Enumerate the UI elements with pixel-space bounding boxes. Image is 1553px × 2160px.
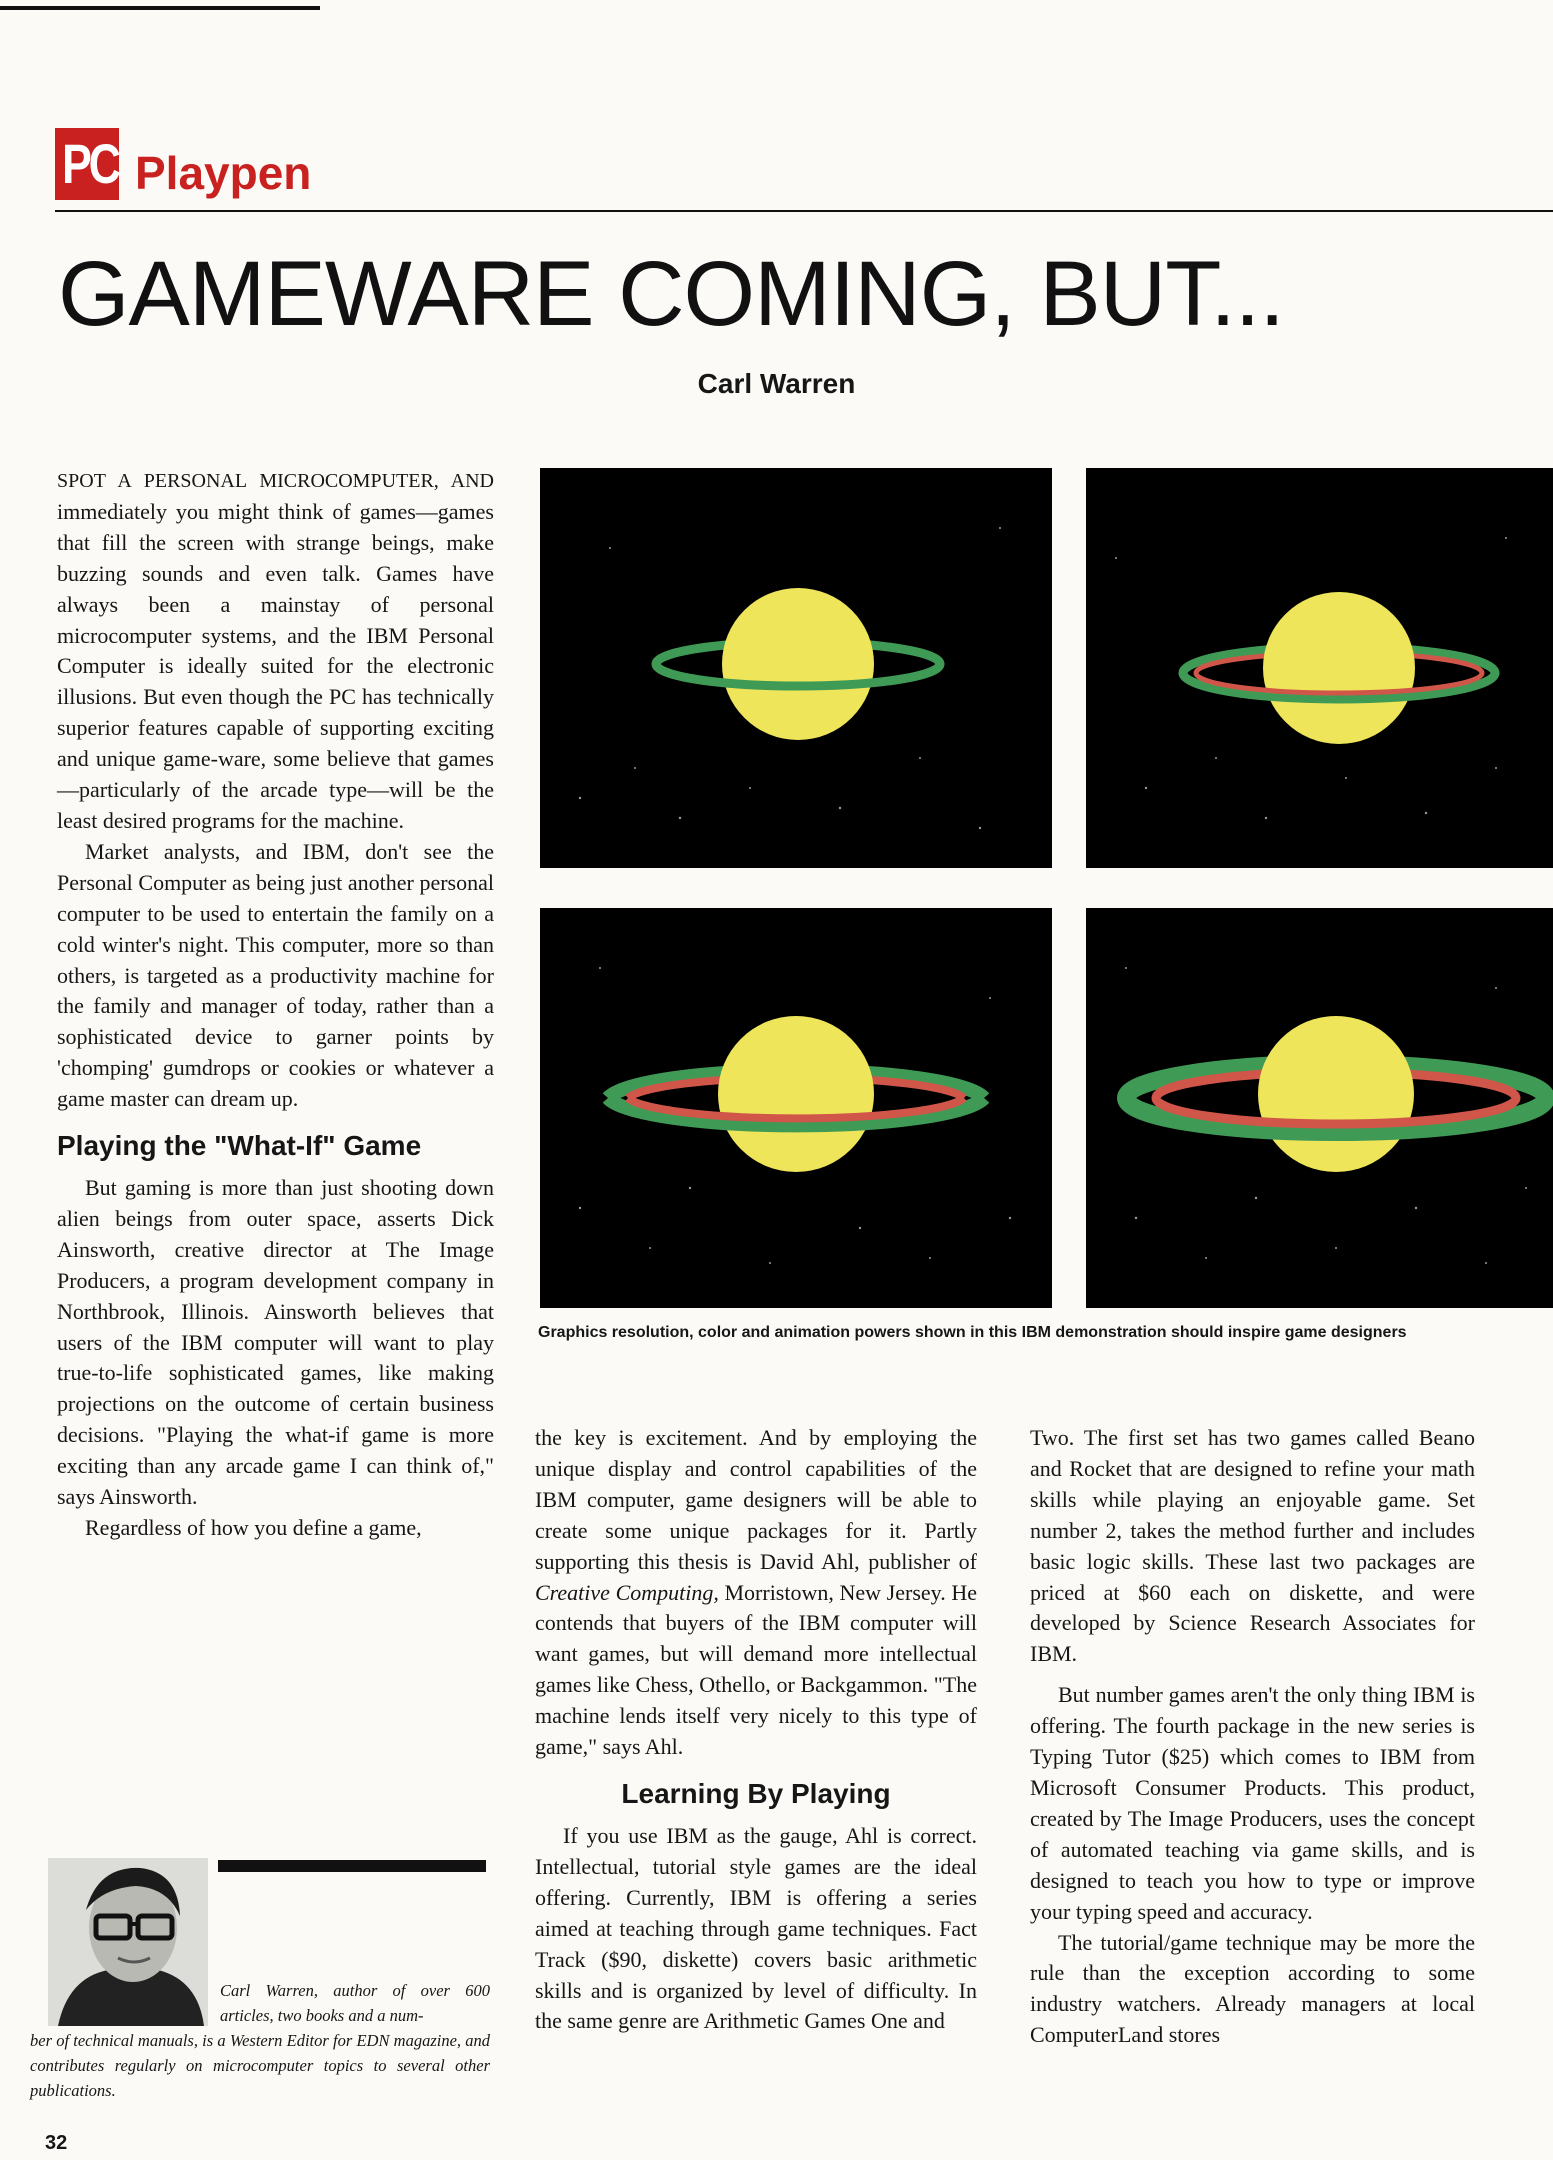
paragraph: If you use IBM as the gauge, Ahl is correct. Intellectual, tutorial style games are the ideal offering. Currently, IBM is offering a series aimed at teaching through game techniques. Fact Track ($90, diskette) covers basic arithmetic skills and is organized by level of difficulty. In the same genre are Arithmetic Games One and [535,1822,977,2034]
figure-caption: Graphics resolution, color and animation powers shown in this IBM demonstration should inspire game designers [538,1324,1407,1341]
author-box-rule [218,1860,486,1872]
saturn-panel-4 [1086,908,1553,1308]
page-number: 32 [45,2132,68,2154]
publication-name: Creative Computing, [535,1579,719,1605]
lead-in-caps: SPOT A PERSONAL MICROCOMPUTER, AND [57,470,494,492]
planet-shape [1258,1016,1414,1172]
subheading-what-if: Playing the "What-If" Game [57,1130,422,1162]
header-rule [55,210,1553,212]
section-name: Playpen [135,147,312,199]
planet-shape [722,588,874,740]
article-byline: Carl Warren [697,368,856,399]
paragraph: The tutorial/game technique may be more the rule than the exception according to some industry watchers. Already managers at local ComputerLand stores [1030,1929,1475,2048]
paragraph: Regardless of how you define a game, [85,1515,422,1540]
paragraph: But gaming is more than just shooting down alien beings from outer space, asserts Dick Ainsworth, creative director at The Image Producers, a program development company in Northbrook, Illinois. Ainsworth believes that users of the IBM computer will want to play true-to-life sophisticated games, like making projections on the outcome of certain business decisions. "Playing the what-if game is more exciting than any arcade game I can think of," says Ainsworth. [57,1175,494,1510]
planet-shape [718,1016,874,1172]
saturn-panel-3 [540,908,1052,1308]
column-2 [535,1423,977,2037]
paragraph: Two. The first set has two games called Beano and Rocket that are designed to refine your math skills while playing an enjoyable game. Set number 2, takes the method further and includes basic logic skills. These last two packages are priced at $60 each on diskette, and were developed by Science Research Associates for IBM. [1030,1425,1475,1667]
column-3 [1030,1423,1475,2051]
paragraph: But number games aren't the only thing IBM is offering. The fourth package in the new series is Typing Tutor ($25) which comes to IBM from Microsoft Consumer Products. This product, created by The Image Producers, uses the concept of automated teaching via game skills, and is designed to teach you how to type or improve your typing speed and accuracy. [1030,1682,1475,1924]
saturn-panel-1 [540,468,1052,868]
author-bio: Carl Warren, author of over 600 articles, two books and a num- ber of technical manuals, is a Western Editor for EDN magazine, and contributes regularly on microcomputer topics to several other publications. [30,1981,490,2100]
planet-shape [1263,592,1415,744]
subheading-learning: Learning By Playing [621,1777,891,1809]
paragraph: SPOT A PERSONAL MICROCOMPUTER, AND immediately you might think of games—games that fill the screen with strange beings, make buzzing sounds and even talk. Games have always been a mainstay of personal microcomputer systems, and the IBM Personal Computer is ideally suited for the electronic illusions. But even though the PC has technically superior features capable of supporting exciting and unique game-ware, some believe that games—particularly of the arcade type—will be the least desired programs for the machine. [57,470,494,833]
paragraph: Market analysts, and IBM, don't see the Personal Computer as being just another personal computer to be used to entertain the family on a cold winter's night. This computer, more so than others, is targeted as a productivity machine for the family and manager of today, rather than a sophisticated device to garner points by 'chomping' gumdrops or cookies or whatever a game master can dream up. [57,838,494,1112]
column-1 [57,465,494,1544]
paragraph: the key is excitement. And by employing the unique display and control capabilities of the IBM computer, game designers will be able to create some unique packages for it. Partly supporting this thesis is David Ahl, publisher of Creative Computing, Morristown, New Jersey. He contends that buyers of the IBM computer will want games, but will demand more intellectual games like Chess, Othello, or Backgammon. "The machine lends itself very nicely to this type of game," says Ahl. [535,1425,977,1760]
saturn-panel-2 [1086,468,1553,868]
top-rule [0,6,320,10]
article-title: GAMEWARE COMING, BUT... [58,243,1284,345]
pc-logo: PC [55,128,119,200]
